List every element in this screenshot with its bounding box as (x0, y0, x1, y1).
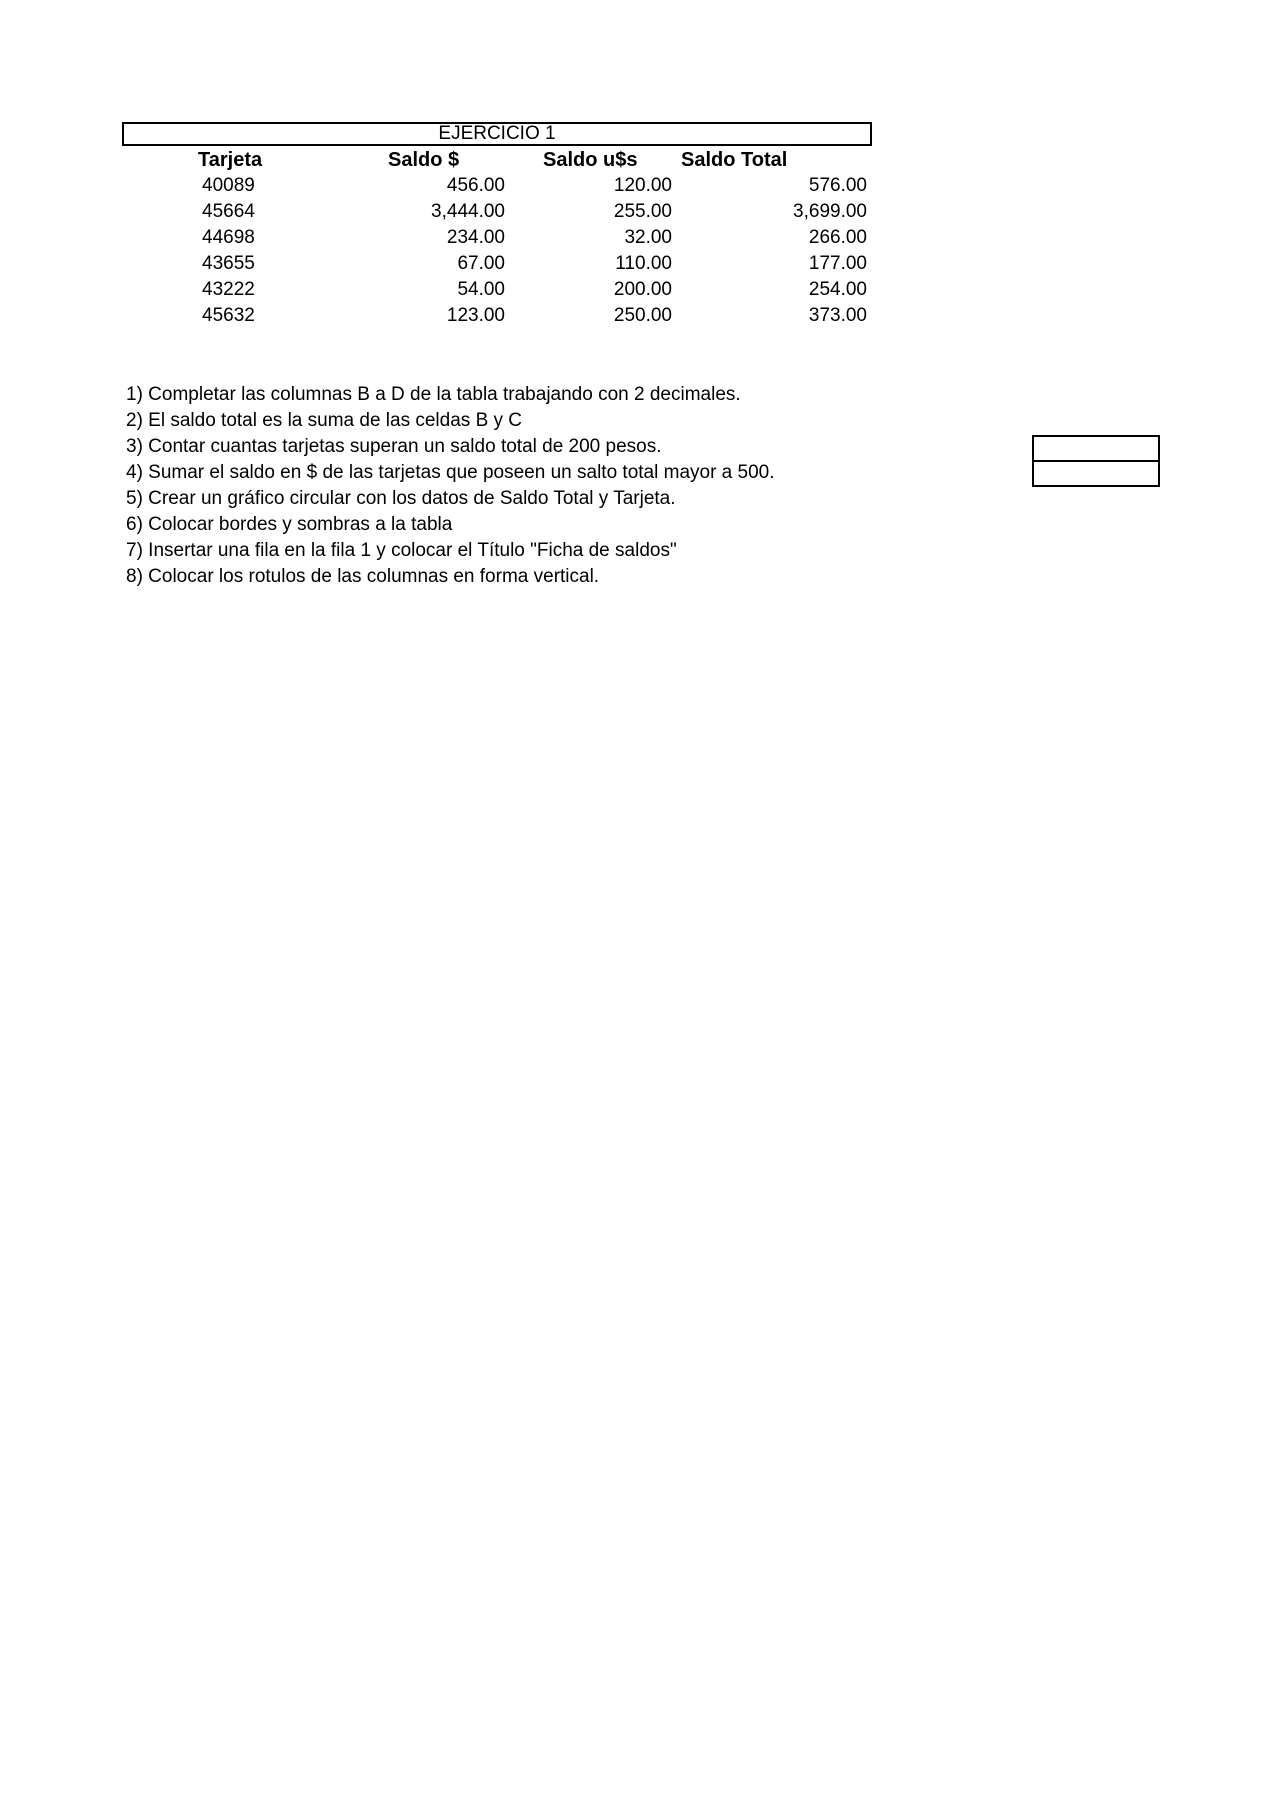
instruction-item: 7) Insertar una fila en la fila 1 y colocar el Título "Ficha de saldos" (126, 540, 677, 561)
answer-cell-sum[interactable] (1032, 460, 1160, 487)
cell-tarjeta[interactable]: 45664 (202, 201, 255, 222)
table-row (0, 251, 900, 277)
cell-tarjeta[interactable]: 43655 (202, 253, 255, 274)
cell-saldo-usd[interactable]: 255.00 (613, 201, 672, 222)
instruction-item: 2) El saldo total es la suma de las celdas B y C (126, 410, 523, 431)
cell-saldo-usd[interactable]: 110.00 (615, 253, 672, 274)
cell-saldo-usd[interactable]: 200.00 (613, 279, 672, 300)
cell-saldo-pesos[interactable]: 234.00 (446, 227, 505, 248)
cell-saldo-usd[interactable]: 120.00 (613, 175, 672, 196)
cell-saldo-pesos[interactable]: 456.00 (446, 175, 505, 196)
table-row (0, 303, 900, 329)
instruction-item: 6) Colocar bordes y sombras a la tabla (126, 514, 453, 535)
table-row (0, 277, 900, 303)
cell-saldo-pesos[interactable]: 3,444.00 (431, 201, 505, 222)
cell-saldo-pesos[interactable]: 67.00 (457, 253, 505, 274)
instruction-item: 8) Colocar los rotulos de las columnas en forma vertical. (126, 566, 600, 587)
cell-saldo-total[interactable]: 576.00 (808, 175, 867, 196)
exercise-title: EJERCICIO 1 (122, 122, 872, 146)
cell-tarjeta[interactable]: 43222 (202, 279, 255, 300)
instruction-item: 4) Sumar el saldo en $ de las tarjetas que poseen un salto total mayor a 500. (126, 462, 775, 483)
table-row (0, 199, 900, 225)
cell-tarjeta[interactable]: 45632 (202, 305, 255, 326)
table-row (0, 173, 900, 199)
table-row (0, 225, 900, 251)
cell-tarjeta[interactable]: 40089 (202, 175, 255, 196)
instruction-item: 3) Contar cuantas tarjetas superan un saldo total de 200 pesos. (126, 436, 662, 457)
cell-saldo-usd[interactable]: 250.00 (613, 305, 672, 326)
cell-saldo-total[interactable]: 254.00 (808, 279, 867, 300)
cell-saldo-total[interactable]: 177.00 (808, 253, 867, 274)
cell-tarjeta[interactable]: 44698 (202, 227, 255, 248)
cell-saldo-pesos[interactable]: 54.00 (457, 279, 505, 300)
header-saldo-pesos: Saldo $ (388, 149, 460, 171)
header-tarjeta: Tarjeta (198, 149, 263, 171)
header-saldo-total: Saldo Total (681, 149, 788, 171)
cell-saldo-total[interactable]: 373.00 (808, 305, 867, 326)
instruction-item: 1) Completar las columnas B a D de la tabla trabajando con 2 decimales. (126, 384, 741, 405)
cell-saldo-total[interactable]: 266.00 (808, 227, 867, 248)
answer-cell-count[interactable] (1032, 435, 1160, 462)
cell-saldo-total[interactable]: 3,699.00 (793, 201, 867, 222)
cell-saldo-usd[interactable]: 32.00 (624, 227, 672, 248)
cell-saldo-pesos[interactable]: 123.00 (446, 305, 505, 326)
header-saldo-usd: Saldo u$s (543, 149, 638, 171)
instruction-item: 5) Crear un gráfico circular con los datos de Saldo Total y Tarjeta. (126, 488, 676, 509)
